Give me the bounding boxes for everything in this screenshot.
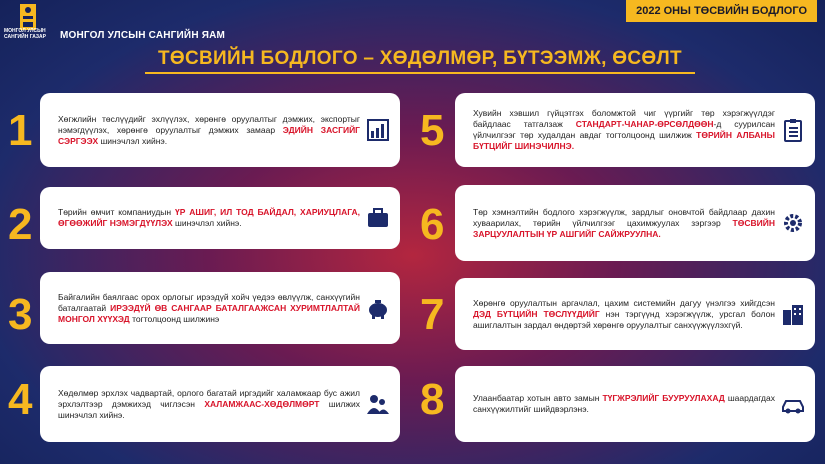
people-icon <box>366 392 390 416</box>
logo-text: МОНГОЛ УЛСЫН САНГИЙН ГАЗАР <box>4 28 46 40</box>
card-text: Төрийн өмчит компаниудын <box>58 207 175 217</box>
card-highlight: ТӨСВИЙН ЗАРЦУУЛАЛТЫН ҮР АШГИЙГ САЙЖРУУЛНА. <box>473 217 775 239</box>
item-number-3: 3 <box>8 290 33 339</box>
card-highlight: ҮР АШИГ, ИЛ ТОД БАЙДАЛ, ХАРИУЦЛАГА, ӨГӨӨЖИЙГ НЭМЭГДҮҮЛЭХ <box>58 207 361 228</box>
card-text: Хувийн хэвшил гүйцэтгэх боломжтой чиг үүргийг төр хэрэгжүүлдэг байдлаас татгалзаж <box>473 108 775 129</box>
item-number-4: 4 <box>8 375 33 424</box>
item-number-6: 6 <box>420 200 445 249</box>
card-highlight: ЭДИЙН ЗАСГИЙГ СЭРГЭЭХ <box>58 124 360 146</box>
card-text: шинэчлэл хийнэ. <box>172 218 242 228</box>
card-text: шаардагдах санхүүжилтийг шийдвэрлэнэ. <box>473 393 775 414</box>
year-banner: 2022 ОНЫ ТӨСВИЙН БОДЛОГО <box>626 0 817 22</box>
page-title: ТӨСВИЙН БОДЛОГО – ХӨДӨЛМӨР, БҮТЭЭМЖ, ӨСӨЛТ <box>145 48 695 74</box>
briefcase-icon <box>366 206 390 230</box>
gear-money-icon <box>781 211 805 235</box>
card-text: Хөрөнгө оруулалтын аргачлал, цахим системийн дагуу үнэлгээ хийгдсэн <box>473 297 775 308</box>
card-text: шинэчлэл хийнэ. <box>98 135 168 146</box>
card-text: Хөгжлийн төслүүдийг эхлүүлэх, хөрөнгө оруулалтыг дэмжих, экспортыг нэмэгдүүлэх, хөрөнгө оруулалтыг дэмжих замаар <box>58 113 360 135</box>
policy-card-7 <box>455 278 815 350</box>
item-number-5: 5 <box>420 106 445 155</box>
card-highlight: ДЭД БҮТЦИЙН ТӨСЛҮҮДИЙГ <box>473 308 600 319</box>
card-highlight: ТӨРИЙН АЛБАНЫ БҮТЦИЙГ ШИНЭЧИЛНЭ. <box>473 130 775 151</box>
item-number-8: 8 <box>420 375 445 424</box>
card-text: Хөдөлмөр эрхлэх чадвартай, орлого багатай иргэдийг халамжаар бус ажил эрхлэлтээр дэмжихэд чиглэсэн <box>58 387 360 409</box>
policy-card-8 <box>455 366 815 442</box>
card-text: шилжих шинэчлэл хийнэ. <box>58 398 361 420</box>
card-highlight: ТҮГЖРЭЛИЙГ БУУРУУЛАХАД <box>602 393 725 403</box>
card-highlight: СТАНДАРТ-ЧАНАР-ӨРСӨЛДӨӨН <box>575 119 714 129</box>
car-icon <box>781 392 805 416</box>
ministry-name: МОНГОЛ УЛСЫН САНГИЙН ЯАМ <box>60 30 226 41</box>
card-text: Төр хэмнэлтийн бодлого хэрэгжүүлж, зардлыг оновчтой байдлаар дахин хуваарилах, төрийн үйлчилгээг цахимжуулах зэргээр <box>473 206 775 228</box>
bar-chart-icon <box>366 118 390 142</box>
policy-card-5 <box>455 93 815 167</box>
policy-card-3 <box>40 272 400 344</box>
card-text: нэн тэргүүнд хэрэгжүүлж, урсгал болон ашиглалтын зардал өндөртэй хөрөнгө оруулалтыг санхүүжүүлэхгүй. <box>473 308 775 330</box>
card-highlight: ХАЛАМЖААС-ХӨДӨЛМӨРТ <box>204 398 320 409</box>
piggy-bank-icon <box>366 296 390 320</box>
item-number-7: 7 <box>420 290 445 339</box>
card-text: Байгалийн баялгаас орох орлогыг ирээдүй хойч үедээ өвлүүлж, санхүүгийн баталгаатай <box>58 291 360 313</box>
card-highlight: ИРЭЭДҮЙ ӨВ САНГААР БАТАЛГААЖСАН ХУРИМТЛАЛТАЙ МОНГОЛ ХҮҮХЭД <box>58 302 361 324</box>
item-number-1: 1 <box>8 106 33 155</box>
item-number-2: 2 <box>8 200 33 249</box>
card-text: тогтолцоонд шилжинэ <box>129 313 220 324</box>
policy-card-2 <box>40 187 400 249</box>
policy-card-6 <box>455 185 815 261</box>
buildings-icon <box>781 302 805 326</box>
card-text: -д суурилсан үйлчилгээг төр худалдан авдаг тогтолцоонд шилжиж <box>473 119 775 140</box>
policy-card-4 <box>40 366 400 442</box>
policy-card-1 <box>40 93 400 167</box>
card-text: Улаанбаатар хотын авто замын <box>473 393 603 403</box>
clipboard-icon <box>781 118 805 142</box>
